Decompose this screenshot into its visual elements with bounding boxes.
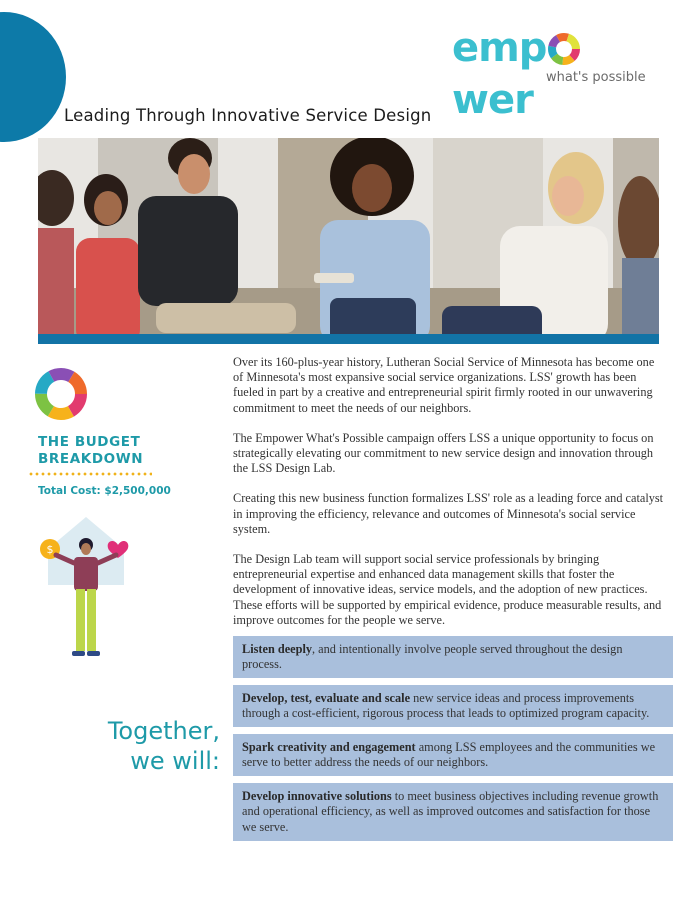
page-title: Leading Through Innovative Service Design [64,106,432,125]
logo-tagline: what's possible [546,70,646,85]
photo-accent-bar [38,334,659,344]
group-discussion-photo [38,138,659,344]
action-item-develop-test: Develop, test, evaluate and scale new service ideas and process improvements through a cost-efficient, rigorous process that leads to optimized program capacity. [233,685,673,727]
paragraph-design-lab: The Design Lab team will support social service professionals by bringing entrepreneurial expertise and enhanced data management skills that foster the development of innovative ideas, service models, and the adoption of new practices. These efforts will be supported by empirical evidence, produce measurable results, and improve outcomes for the people we serve. [233,552,662,627]
paragraph-campaign: The Empower What's Possible campaign offers LSS a unique opportunity to focus on strategically elevating our commitment to new service design and innovation through the LSS Design Lab. [233,430,654,476]
action-item-innovative-solutions: Develop innovative solutions to meet business objectives including revenue growth and operational efficiency, as well as improved outcomes and satisfaction for those we serve. [233,783,673,841]
empower-logo [452,22,662,123]
body-text [233,355,665,643]
woman-with-coin-and-heart-illustration [36,507,136,667]
dotted-divider [28,472,152,476]
budget-heading: THE BUDGET BREAKDOWN [38,434,144,467]
together-heading: Together, we will: [107,717,220,775]
budget-ring-icon [32,365,90,423]
action-item-listen: Listen deeply, and intentionally involve people served throughout the design process. [233,636,673,678]
logo-wordmark: empwer [452,22,662,126]
total-cost-label: Total Cost: $2,500,000 [38,485,171,497]
svg-text:$: $ [46,543,54,556]
corner-circle-decoration [0,12,66,142]
paragraph-business-function: Creating this new business function formalizes LSS' role as a leading force and catalyst in improving the efficiency, relevance and outcomes of Minnesota's social service system. [233,491,664,536]
action-item-spark-creativity: Spark creativity and engagement among LSS employees and the communities we serve to better address the needs of our neighbors. [233,734,673,776]
logo-ring-icon [546,31,582,67]
paragraph-history: Over its 160-plus-year history, Lutheran Social Service of Minnesota has become one of Minnesota's most expansive social service organizations. LSS' growth has been fueled in part by a creative and entrepreneurial spirit firmly rooted in our unwavering commitment to meet the needs of our neighbors. [233,355,655,415]
